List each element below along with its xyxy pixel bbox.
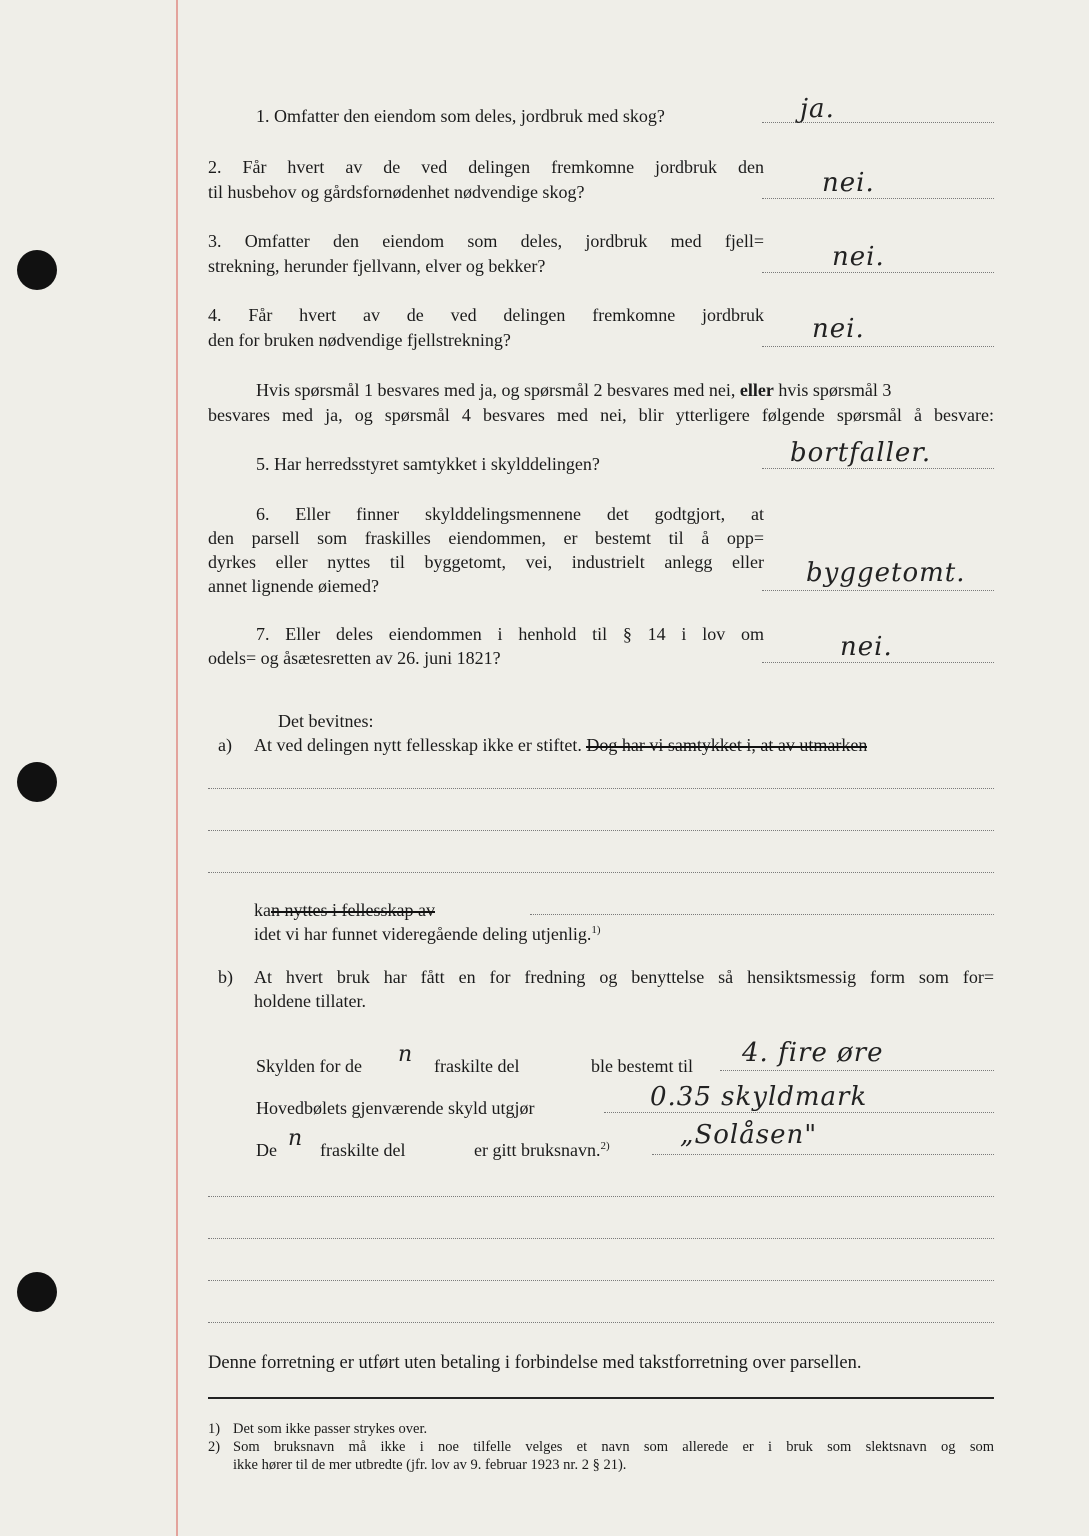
- skyld-row2-value: 0.35 skyldmark: [650, 1082, 868, 1112]
- answer-2: nei.: [822, 168, 875, 198]
- struck-text: Dog har vi samtykket i, at av utmarken: [586, 735, 868, 755]
- answer-3: nei.: [832, 242, 885, 272]
- condition-line1: [256, 378, 994, 402]
- punch-hole: [17, 250, 57, 290]
- skyld-row1-label2: fraskilte del: [434, 1056, 520, 1076]
- condition-text: Hvis spørsmål 1 besvares med ja, og spørsmål 2 besvares med nei,: [256, 380, 740, 400]
- condition-line2: besvares med ja, og spørsmål 4 besvares med nei, blir ytterligere følgende spørsmål å besvare:: [208, 405, 994, 425]
- answer-line: [762, 468, 994, 469]
- answer-line: [762, 122, 994, 123]
- attest-b-line2: holdene tillater.: [254, 991, 366, 1011]
- question-3-line2: strekning, herunder fjellvann, elver og bekker?: [208, 256, 546, 276]
- attest-heading: Det bevitnes:: [278, 711, 374, 731]
- continuation-text: idet vi har funnet videregående deling utjenlig.: [254, 924, 592, 944]
- blank-line: [208, 1196, 994, 1197]
- blank-line: [208, 1322, 994, 1323]
- question-6-line4: annet lignende øiemed?: [208, 576, 379, 596]
- skyld-row2-label: Hovedbølets gjenværende skyld utgjør: [256, 1098, 535, 1118]
- value-line: [652, 1154, 994, 1155]
- question-3-line1: 3. Omfatter den eiendom som deles, jordbruk med fjell=: [208, 231, 764, 251]
- skyld-row1-label3: ble bestemt til: [591, 1056, 693, 1076]
- skyld-row3-label2: fraskilte del: [320, 1140, 406, 1160]
- blank-line: [208, 1238, 994, 1239]
- answer-line: [762, 198, 994, 199]
- kept-text: ka: [254, 900, 271, 920]
- question-2-line2: til husbehov og gårdsfornødenhet nødvendige skog?: [208, 182, 585, 202]
- answer-line: [762, 272, 994, 273]
- answer-1: ja.: [800, 94, 835, 124]
- value-line: [720, 1070, 994, 1071]
- answer-line: [762, 346, 994, 347]
- question-6-line1: 6. Eller finner skylddelingsmennene det godtgjort, at: [256, 504, 764, 524]
- footnote-2-line2: ikke hører til de mer utbredte (jfr. lov av 9. februar 1923 nr. 2 § 21).: [233, 1457, 627, 1473]
- attest-a-line: [254, 733, 867, 757]
- footnote-ref: 1): [591, 924, 601, 936]
- punch-hole: [17, 762, 57, 802]
- payment-note: Denne forretning er utført uten betaling i forbindelse med takstforretning over parsellen.: [208, 1353, 862, 1373]
- blank-line: [208, 830, 994, 831]
- condition-text: hvis spørsmål 3: [773, 380, 892, 400]
- skyld-row1-label: Skylden for de: [256, 1056, 362, 1076]
- blank-line: [208, 872, 994, 873]
- footnote-ref: 2): [600, 1140, 610, 1152]
- punch-hole: [17, 1272, 57, 1312]
- attest-b-line1: At hvert bruk har fått en for fredning og benyttelse så hensiktsmessig form som for=: [254, 967, 994, 987]
- answer-line: [762, 662, 994, 663]
- footnote-rule: [208, 1397, 994, 1399]
- skyld-row3-label3: [474, 1138, 610, 1162]
- footnote-1: Det som ikke passer strykes over.: [233, 1421, 428, 1437]
- skyld-row1-value: 4. fire øre: [742, 1038, 884, 1068]
- question-7-line2: odels= og åsætesretten av 26. juni 1821?: [208, 648, 501, 668]
- struck-text: n nyttes i fellesskap av: [271, 900, 435, 920]
- question-7-line1: 7. Eller deles eiendommen i henhold til § 14 i lov om: [256, 624, 764, 644]
- bruksnavn-label: er gitt bruksnavn.: [474, 1140, 601, 1160]
- skyld-row1-fill: n: [398, 1042, 414, 1067]
- condition-emphasis: eller: [739, 380, 774, 400]
- answer-4: nei.: [812, 314, 865, 344]
- skyld-row3-fill: n: [288, 1126, 304, 1151]
- attest-a-marker: a): [218, 735, 232, 755]
- question-1: 1. Omfatter den eiendom som deles, jordbruk med skog?: [256, 106, 665, 126]
- answer-5: bortfaller.: [790, 438, 932, 468]
- attest-continuation: [254, 898, 994, 922]
- question-4-line2: den for bruken nødvendige fjellstrekning?: [208, 330, 511, 350]
- answer-6: byggetomt.: [806, 558, 966, 588]
- question-2-line1: 2. Får hvert av de ved delingen fremkomne jordbruk den: [208, 157, 764, 177]
- skyld-row3-value: „Solåsen": [680, 1120, 818, 1150]
- blank-line: [530, 914, 994, 915]
- attest-b-marker: b): [218, 967, 233, 987]
- question-5: 5. Har herredsstyret samtykket i skylddelingen?: [256, 454, 600, 474]
- question-4-line1: 4. Får hvert av de ved delingen fremkomne jordbruk: [208, 305, 764, 325]
- question-6-line2: den parsell som fraskilles eiendommen, er bestemt til å opp=: [208, 528, 764, 548]
- blank-line: [208, 788, 994, 789]
- attest-continuation-line2: [254, 922, 601, 946]
- attest-a-text: At ved delingen nytt fellesskap ikke er stiftet.: [254, 735, 587, 755]
- blank-line: [208, 1280, 994, 1281]
- footnote-1-mark: 1): [208, 1421, 221, 1437]
- answer-line: [762, 590, 994, 591]
- footnote-2-line1: Som bruksnavn må ikke i noe tilfelle velges et navn som allerede er i bruk som slektsnavn og som: [233, 1439, 994, 1455]
- question-6-line3: dyrkes eller nyttes til byggetomt, vei, industrielt anlegg eller: [208, 552, 764, 572]
- answer-7: nei.: [840, 632, 893, 662]
- value-line: [604, 1112, 994, 1113]
- margin-line: [176, 0, 178, 1536]
- skyld-row3-label: De: [256, 1140, 277, 1160]
- footnote-2-mark: 2): [208, 1439, 221, 1455]
